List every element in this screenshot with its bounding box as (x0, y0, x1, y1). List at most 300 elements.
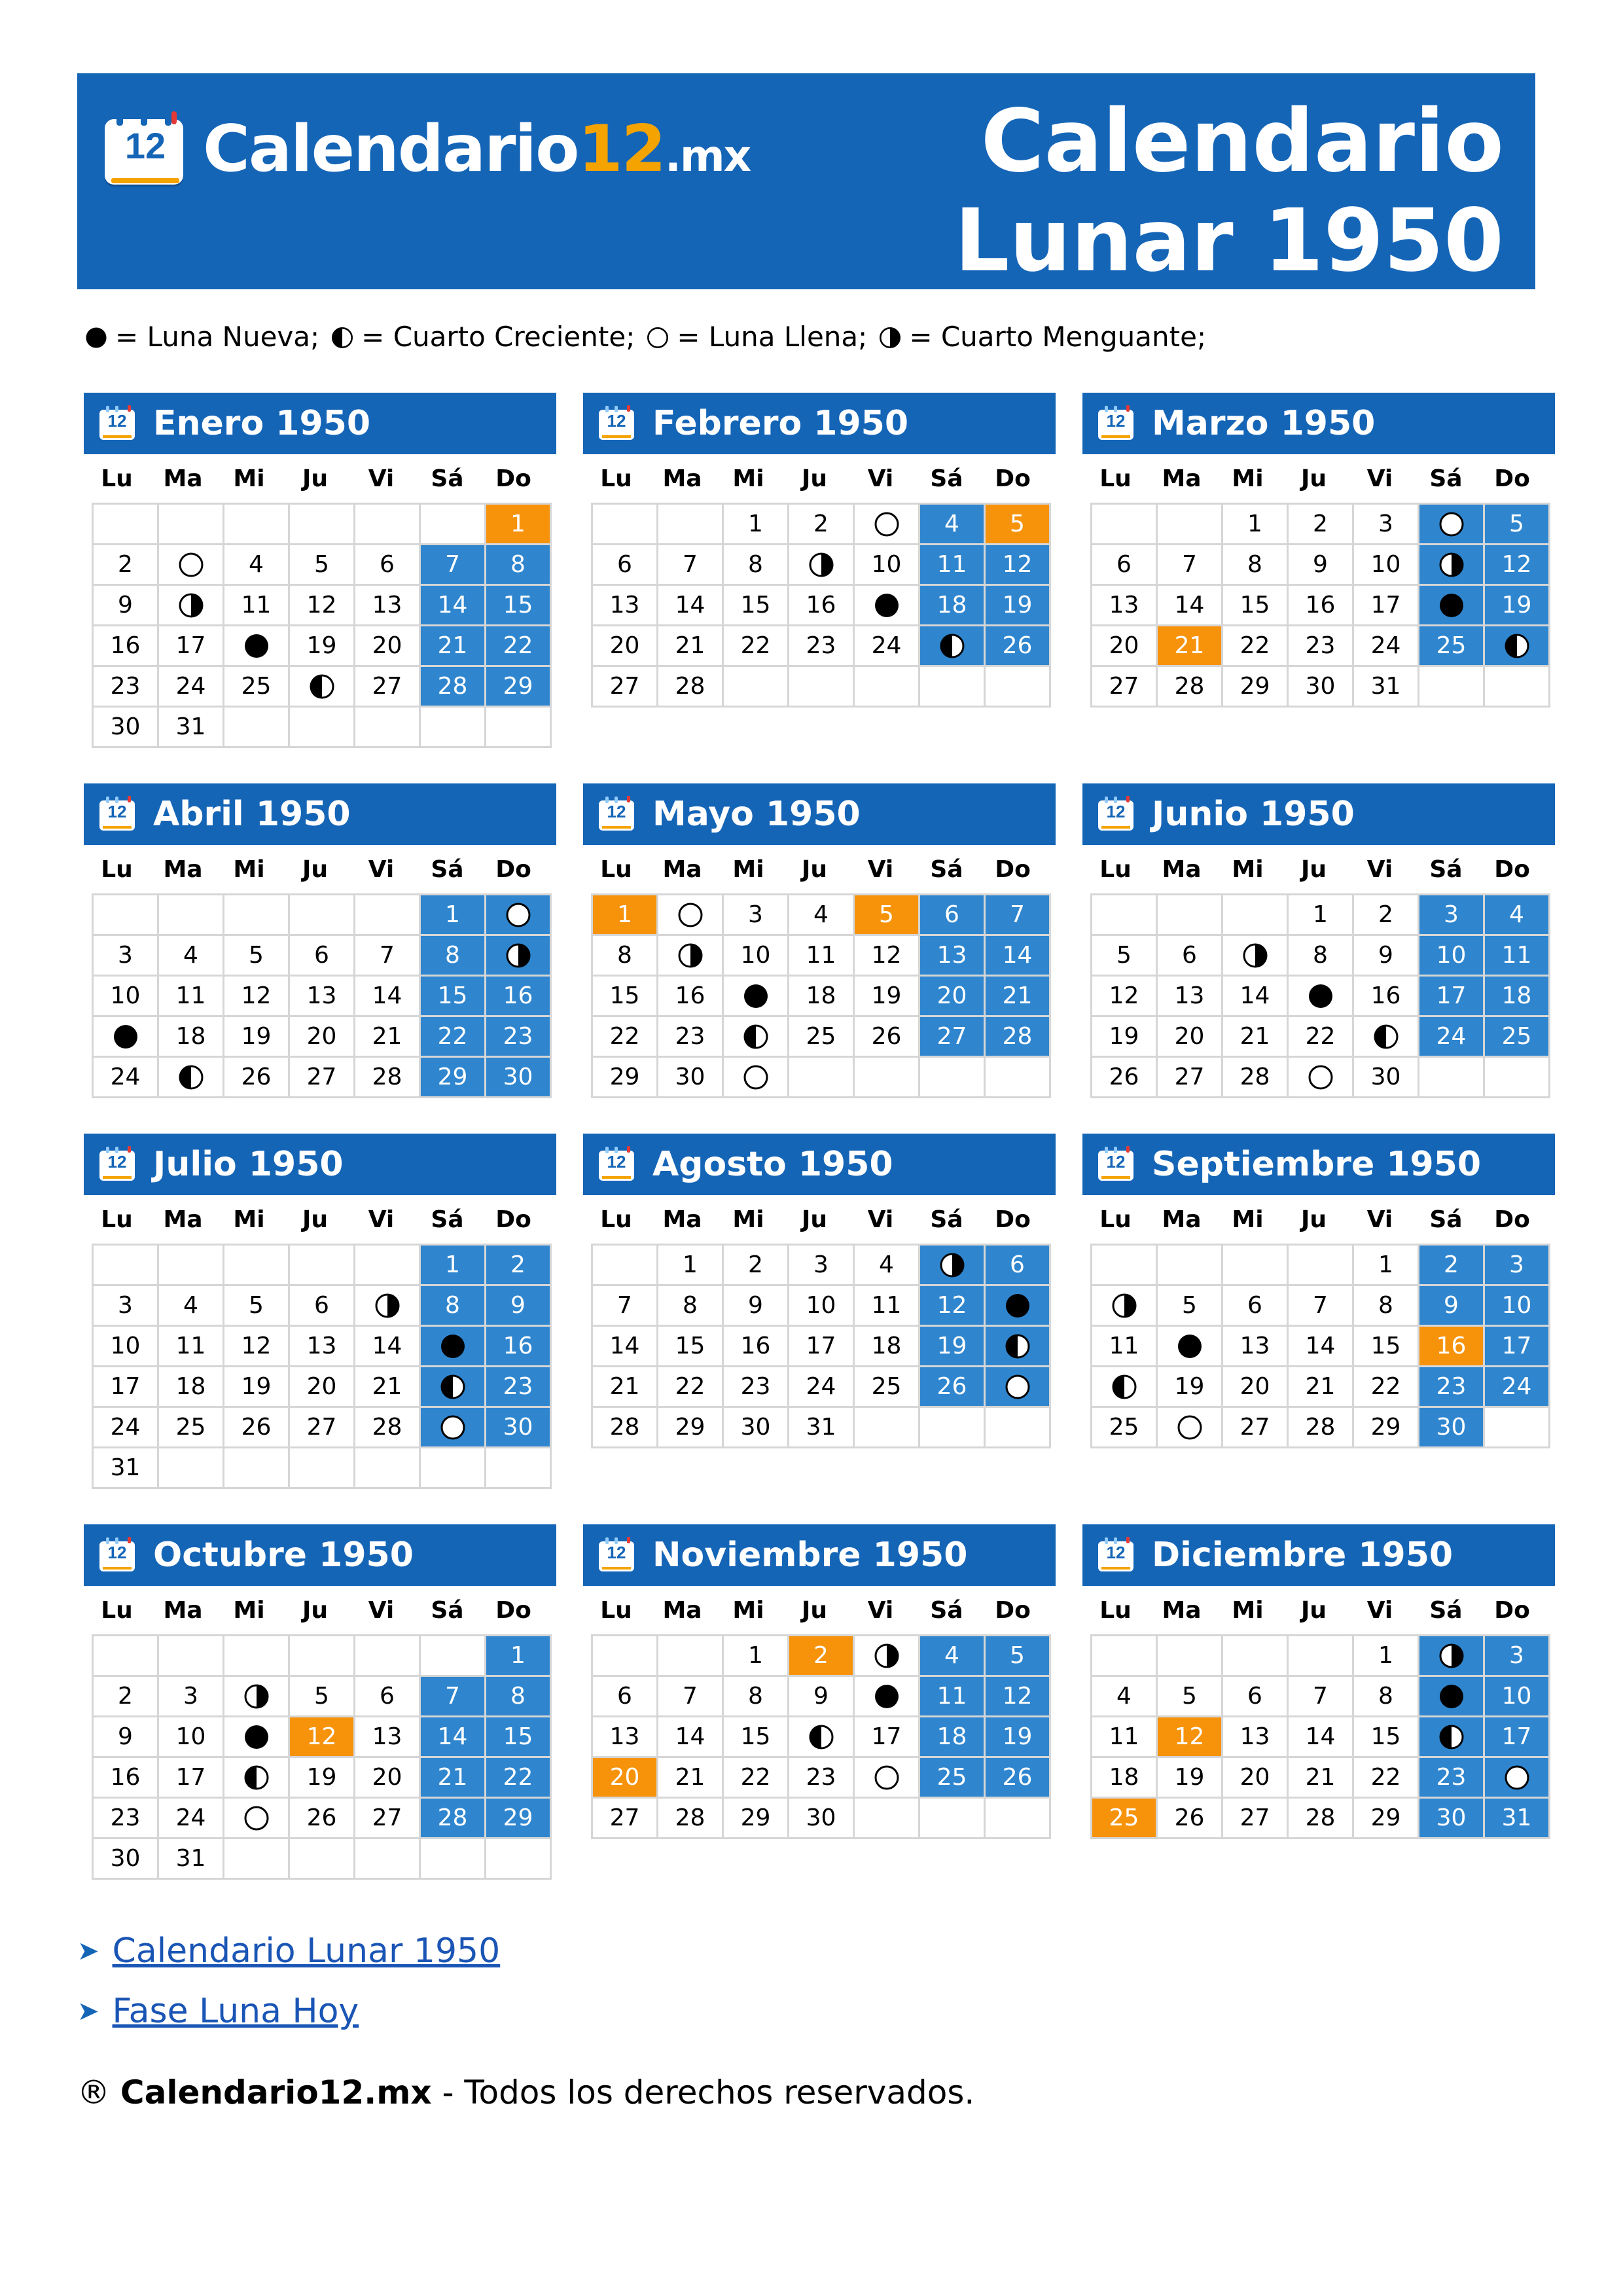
day-cell[interactable] (920, 1717, 986, 1758)
day-cell[interactable] (355, 1058, 421, 1098)
day-cell[interactable] (593, 936, 658, 977)
day-cell[interactable] (159, 1367, 224, 1408)
day-cell[interactable] (1419, 1677, 1485, 1717)
day-cell[interactable] (355, 626, 421, 667)
day-cell[interactable] (658, 1677, 724, 1717)
day-cell[interactable] (986, 1758, 1051, 1799)
day-cell[interactable] (159, 1839, 224, 1880)
day-cell[interactable] (1223, 586, 1289, 626)
day-cell[interactable] (94, 1839, 159, 1880)
day-cell[interactable] (855, 545, 920, 586)
day-cell[interactable] (658, 1017, 724, 1058)
day-cell[interactable] (94, 708, 159, 748)
day-cell[interactable] (159, 1286, 224, 1327)
day-cell[interactable] (1289, 1758, 1354, 1799)
day-cell[interactable] (724, 1799, 789, 1839)
day-cell[interactable] (1092, 977, 1158, 1017)
day-cell[interactable] (421, 586, 486, 626)
day-cell[interactable] (421, 1327, 486, 1367)
day-cell[interactable] (355, 586, 421, 626)
day-cell[interactable] (1223, 1017, 1289, 1058)
day-cell[interactable] (920, 1327, 986, 1367)
day-cell[interactable] (290, 1327, 355, 1367)
day-cell[interactable] (724, 1636, 789, 1677)
day-cell[interactable] (724, 626, 789, 667)
day-cell[interactable] (1419, 1286, 1485, 1327)
day-cell[interactable] (94, 1448, 159, 1489)
day-cell[interactable] (1092, 586, 1158, 626)
day-cell[interactable] (224, 1058, 290, 1098)
day-cell[interactable] (1223, 1327, 1289, 1367)
day-cell[interactable] (724, 936, 789, 977)
day-cell[interactable] (355, 1677, 421, 1717)
day-cell[interactable] (920, 1677, 986, 1717)
day-cell[interactable] (94, 545, 159, 586)
day-cell[interactable] (159, 1717, 224, 1758)
day-cell[interactable] (593, 667, 658, 708)
day-cell[interactable] (94, 1367, 159, 1408)
day-cell[interactable] (1223, 667, 1289, 708)
day-cell[interactable] (920, 936, 986, 977)
day-cell[interactable] (1354, 626, 1419, 667)
day-cell[interactable] (724, 1408, 789, 1448)
day-cell[interactable] (658, 1367, 724, 1408)
day-cell[interactable] (421, 936, 486, 977)
day-cell[interactable] (486, 1246, 552, 1286)
day-cell[interactable] (1158, 977, 1223, 1017)
day-cell[interactable] (593, 1799, 658, 1839)
day-cell[interactable] (1223, 1799, 1289, 1839)
day-cell[interactable] (986, 1636, 1051, 1677)
day-cell[interactable] (486, 1636, 552, 1677)
day-cell[interactable] (724, 1758, 789, 1799)
day-cell[interactable] (486, 1408, 552, 1448)
day-cell[interactable] (1485, 977, 1550, 1017)
day-cell[interactable] (1223, 1677, 1289, 1717)
day-cell[interactable] (290, 1058, 355, 1098)
day-cell[interactable] (224, 626, 290, 667)
day-cell[interactable] (986, 545, 1051, 586)
day-cell[interactable] (855, 1758, 920, 1799)
day-cell[interactable] (1419, 1017, 1485, 1058)
day-cell[interactable] (355, 1327, 421, 1367)
day-cell[interactable] (920, 626, 986, 667)
day-cell[interactable] (1354, 1636, 1419, 1677)
day-cell[interactable] (1289, 1286, 1354, 1327)
link-calendario-lunar[interactable]: Calendario Lunar 1950 (112, 1931, 501, 1971)
day-cell[interactable] (920, 895, 986, 936)
day-cell[interactable] (1223, 505, 1289, 545)
day-cell[interactable] (1485, 505, 1550, 545)
day-cell[interactable] (658, 667, 724, 708)
day-cell[interactable] (421, 626, 486, 667)
day-cell[interactable] (486, 1017, 552, 1058)
day-cell[interactable] (789, 1327, 855, 1367)
day-cell[interactable] (658, 1758, 724, 1799)
day-cell[interactable] (94, 1017, 159, 1058)
day-cell[interactable] (486, 505, 552, 545)
day-cell[interactable] (593, 1367, 658, 1408)
day-cell[interactable] (724, 977, 789, 1017)
day-cell[interactable] (1289, 667, 1354, 708)
day-cell[interactable] (1289, 505, 1354, 545)
day-cell[interactable] (724, 586, 789, 626)
day-cell[interactable] (1289, 1017, 1354, 1058)
day-cell[interactable] (986, 1017, 1051, 1058)
day-cell[interactable] (789, 895, 855, 936)
day-cell[interactable] (290, 667, 355, 708)
day-cell[interactable] (1419, 1758, 1485, 1799)
day-cell[interactable] (1092, 1017, 1158, 1058)
day-cell[interactable] (486, 1717, 552, 1758)
day-cell[interactable] (1354, 977, 1419, 1017)
day-cell[interactable] (1158, 1717, 1223, 1758)
day-cell[interactable] (855, 936, 920, 977)
day-cell[interactable] (593, 1758, 658, 1799)
day-cell[interactable] (1158, 667, 1223, 708)
day-cell[interactable] (789, 1677, 855, 1717)
link-fase-luna-hoy[interactable]: Fase Luna Hoy (112, 1992, 359, 2031)
day-cell[interactable] (1092, 626, 1158, 667)
day-cell[interactable] (593, 1017, 658, 1058)
day-cell[interactable] (789, 1017, 855, 1058)
day-cell[interactable] (355, 1286, 421, 1327)
day-cell[interactable] (986, 1246, 1051, 1286)
day-cell[interactable] (1354, 1367, 1419, 1408)
day-cell[interactable] (1223, 1408, 1289, 1448)
day-cell[interactable] (421, 1286, 486, 1327)
day-cell[interactable] (159, 586, 224, 626)
day-cell[interactable] (724, 1246, 789, 1286)
day-cell[interactable] (1289, 1327, 1354, 1367)
day-cell[interactable] (421, 977, 486, 1017)
day-cell[interactable] (855, 1017, 920, 1058)
day-cell[interactable] (159, 936, 224, 977)
day-cell[interactable] (1223, 626, 1289, 667)
day-cell[interactable] (1158, 1367, 1223, 1408)
day-cell[interactable] (1354, 586, 1419, 626)
day-cell[interactable] (920, 1367, 986, 1408)
day-cell[interactable] (658, 1246, 724, 1286)
day-cell[interactable] (1158, 586, 1223, 626)
day-cell[interactable] (724, 1017, 789, 1058)
day-cell[interactable] (1158, 1058, 1223, 1098)
day-cell[interactable] (789, 1408, 855, 1448)
day-cell[interactable] (1092, 1058, 1158, 1098)
day-cell[interactable] (1485, 545, 1550, 586)
day-cell[interactable] (920, 1636, 986, 1677)
day-cell[interactable] (486, 545, 552, 586)
day-cell[interactable] (724, 1058, 789, 1098)
day-cell[interactable] (920, 1017, 986, 1058)
day-cell[interactable] (1354, 936, 1419, 977)
day-cell[interactable] (1485, 1758, 1550, 1799)
day-cell[interactable] (290, 1677, 355, 1717)
day-cell[interactable] (421, 1058, 486, 1098)
day-cell[interactable] (789, 977, 855, 1017)
day-cell[interactable] (1289, 1717, 1354, 1758)
day-cell[interactable] (94, 936, 159, 977)
day-cell[interactable] (224, 667, 290, 708)
day-cell[interactable] (1289, 1677, 1354, 1717)
day-cell[interactable] (290, 936, 355, 977)
day-cell[interactable] (1485, 1286, 1550, 1327)
day-cell[interactable] (789, 586, 855, 626)
day-cell[interactable] (224, 1327, 290, 1367)
day-cell[interactable] (855, 1717, 920, 1758)
day-cell[interactable] (855, 977, 920, 1017)
day-cell[interactable] (94, 586, 159, 626)
day-cell[interactable] (1354, 1799, 1419, 1839)
day-cell[interactable] (855, 1246, 920, 1286)
day-cell[interactable] (94, 1677, 159, 1717)
day-cell[interactable] (94, 1799, 159, 1839)
day-cell[interactable] (986, 1327, 1051, 1367)
day-cell[interactable] (421, 895, 486, 936)
day-cell[interactable] (421, 1758, 486, 1799)
day-cell[interactable] (593, 977, 658, 1017)
day-cell[interactable] (1354, 1408, 1419, 1448)
day-cell[interactable] (789, 545, 855, 586)
day-cell[interactable] (355, 1717, 421, 1758)
day-cell[interactable] (1092, 936, 1158, 977)
day-cell[interactable] (1092, 1717, 1158, 1758)
day-cell[interactable] (1354, 1286, 1419, 1327)
day-cell[interactable] (855, 626, 920, 667)
day-cell[interactable] (486, 667, 552, 708)
day-cell[interactable] (355, 1017, 421, 1058)
day-cell[interactable] (1485, 1246, 1550, 1286)
day-cell[interactable] (94, 1408, 159, 1448)
day-cell[interactable] (724, 1327, 789, 1367)
day-cell[interactable] (94, 1758, 159, 1799)
day-cell[interactable] (658, 1286, 724, 1327)
day-cell[interactable] (855, 1327, 920, 1367)
day-cell[interactable] (224, 977, 290, 1017)
day-cell[interactable] (855, 1636, 920, 1677)
day-cell[interactable] (224, 1408, 290, 1448)
day-cell[interactable] (421, 545, 486, 586)
day-cell[interactable] (1419, 1636, 1485, 1677)
day-cell[interactable] (486, 895, 552, 936)
day-cell[interactable] (986, 1677, 1051, 1717)
day-cell[interactable] (1158, 545, 1223, 586)
day-cell[interactable] (1158, 1017, 1223, 1058)
day-cell[interactable] (1223, 1367, 1289, 1408)
day-cell[interactable] (724, 545, 789, 586)
day-cell[interactable] (421, 667, 486, 708)
day-cell[interactable] (224, 936, 290, 977)
day-cell[interactable] (94, 1286, 159, 1327)
day-cell[interactable] (1419, 1717, 1485, 1758)
day-cell[interactable] (159, 667, 224, 708)
day-cell[interactable] (920, 586, 986, 626)
day-cell[interactable] (1092, 667, 1158, 708)
day-cell[interactable] (486, 1799, 552, 1839)
day-cell[interactable] (486, 1058, 552, 1098)
day-cell[interactable] (290, 626, 355, 667)
day-cell[interactable] (1289, 545, 1354, 586)
day-cell[interactable] (355, 1799, 421, 1839)
day-cell[interactable] (724, 1286, 789, 1327)
day-cell[interactable] (593, 1408, 658, 1448)
day-cell[interactable] (855, 505, 920, 545)
day-cell[interactable] (290, 977, 355, 1017)
day-cell[interactable] (94, 667, 159, 708)
day-cell[interactable] (789, 626, 855, 667)
day-cell[interactable] (1092, 545, 1158, 586)
day-cell[interactable] (1485, 626, 1550, 667)
day-cell[interactable] (1485, 1677, 1550, 1717)
day-cell[interactable] (355, 936, 421, 977)
day-cell[interactable] (290, 1286, 355, 1327)
day-cell[interactable] (593, 1677, 658, 1717)
day-cell[interactable] (421, 1677, 486, 1717)
day-cell[interactable] (486, 1367, 552, 1408)
day-cell[interactable] (658, 586, 724, 626)
day-cell[interactable] (1223, 1286, 1289, 1327)
day-cell[interactable] (421, 1367, 486, 1408)
day-cell[interactable] (658, 545, 724, 586)
day-cell[interactable] (855, 895, 920, 936)
day-cell[interactable] (920, 505, 986, 545)
day-cell[interactable] (1419, 545, 1485, 586)
day-cell[interactable] (724, 505, 789, 545)
day-cell[interactable] (486, 977, 552, 1017)
day-cell[interactable] (1158, 626, 1223, 667)
day-cell[interactable] (1092, 1408, 1158, 1448)
day-cell[interactable] (486, 586, 552, 626)
day-cell[interactable] (1158, 1327, 1223, 1367)
day-cell[interactable] (1354, 1758, 1419, 1799)
day-cell[interactable] (658, 626, 724, 667)
day-cell[interactable] (855, 1367, 920, 1408)
day-cell[interactable] (1419, 1246, 1485, 1286)
day-cell[interactable] (658, 977, 724, 1017)
day-cell[interactable] (1419, 505, 1485, 545)
day-cell[interactable] (224, 1286, 290, 1327)
day-cell[interactable] (94, 626, 159, 667)
day-cell[interactable] (1354, 667, 1419, 708)
day-cell[interactable] (486, 1677, 552, 1717)
day-cell[interactable] (986, 977, 1051, 1017)
day-cell[interactable] (1223, 936, 1289, 977)
day-cell[interactable] (593, 545, 658, 586)
day-cell[interactable] (1354, 1717, 1419, 1758)
day-cell[interactable] (855, 586, 920, 626)
day-cell[interactable] (1092, 1758, 1158, 1799)
day-cell[interactable] (421, 1246, 486, 1286)
day-cell[interactable] (658, 895, 724, 936)
day-cell[interactable] (986, 895, 1051, 936)
day-cell[interactable] (486, 1286, 552, 1327)
day-cell[interactable] (1092, 1367, 1158, 1408)
day-cell[interactable] (290, 1017, 355, 1058)
day-cell[interactable] (94, 977, 159, 1017)
day-cell[interactable] (1223, 1758, 1289, 1799)
day-cell[interactable] (355, 1408, 421, 1448)
day-cell[interactable] (159, 1058, 224, 1098)
day-cell[interactable] (224, 1367, 290, 1408)
day-cell[interactable] (1485, 1017, 1550, 1058)
day-cell[interactable] (355, 977, 421, 1017)
day-cell[interactable] (486, 626, 552, 667)
day-cell[interactable] (94, 1717, 159, 1758)
day-cell[interactable] (1354, 545, 1419, 586)
day-cell[interactable] (1092, 1677, 1158, 1717)
day-cell[interactable] (593, 626, 658, 667)
day-cell[interactable] (421, 1017, 486, 1058)
day-cell[interactable] (920, 545, 986, 586)
day-cell[interactable] (1419, 586, 1485, 626)
day-cell[interactable] (94, 1327, 159, 1367)
day-cell[interactable] (290, 1367, 355, 1408)
day-cell[interactable] (920, 1286, 986, 1327)
day-cell[interactable] (855, 1677, 920, 1717)
day-cell[interactable] (986, 1367, 1051, 1408)
day-cell[interactable] (290, 1717, 355, 1758)
day-cell[interactable] (355, 1367, 421, 1408)
day-cell[interactable] (1419, 626, 1485, 667)
day-cell[interactable] (355, 545, 421, 586)
day-cell[interactable] (1419, 936, 1485, 977)
day-cell[interactable] (290, 1758, 355, 1799)
day-cell[interactable] (593, 1058, 658, 1098)
day-cell[interactable] (1223, 1058, 1289, 1098)
day-cell[interactable] (789, 1286, 855, 1327)
day-cell[interactable] (1223, 977, 1289, 1017)
day-cell[interactable] (1289, 1367, 1354, 1408)
day-cell[interactable] (658, 1058, 724, 1098)
day-cell[interactable] (1289, 895, 1354, 936)
day-cell[interactable] (1419, 977, 1485, 1017)
day-cell[interactable] (224, 1017, 290, 1058)
day-cell[interactable] (290, 1799, 355, 1839)
day-cell[interactable] (421, 1717, 486, 1758)
day-cell[interactable] (789, 1636, 855, 1677)
day-cell[interactable] (986, 1717, 1051, 1758)
day-cell[interactable] (1223, 545, 1289, 586)
day-cell[interactable] (1419, 1327, 1485, 1367)
day-cell[interactable] (986, 586, 1051, 626)
day-cell[interactable] (1419, 1799, 1485, 1839)
day-cell[interactable] (1419, 895, 1485, 936)
day-cell[interactable] (724, 1677, 789, 1717)
day-cell[interactable] (1419, 1367, 1485, 1408)
day-cell[interactable] (1354, 1017, 1419, 1058)
day-cell[interactable] (658, 1799, 724, 1839)
day-cell[interactable] (593, 895, 658, 936)
day-cell[interactable] (224, 1677, 290, 1717)
day-cell[interactable] (1485, 1717, 1550, 1758)
day-cell[interactable] (658, 936, 724, 977)
day-cell[interactable] (1158, 1286, 1223, 1327)
day-cell[interactable] (1485, 1327, 1550, 1367)
day-cell[interactable] (224, 1799, 290, 1839)
day-cell[interactable] (421, 1799, 486, 1839)
day-cell[interactable] (159, 1758, 224, 1799)
day-cell[interactable] (1092, 1327, 1158, 1367)
day-cell[interactable] (94, 1058, 159, 1098)
day-cell[interactable] (1223, 1717, 1289, 1758)
brand-logo[interactable] (105, 110, 750, 188)
day-cell[interactable] (1289, 626, 1354, 667)
day-cell[interactable] (593, 586, 658, 626)
day-cell[interactable] (1158, 936, 1223, 977)
day-cell[interactable] (159, 1799, 224, 1839)
day-cell[interactable] (224, 586, 290, 626)
day-cell[interactable] (1289, 1799, 1354, 1839)
